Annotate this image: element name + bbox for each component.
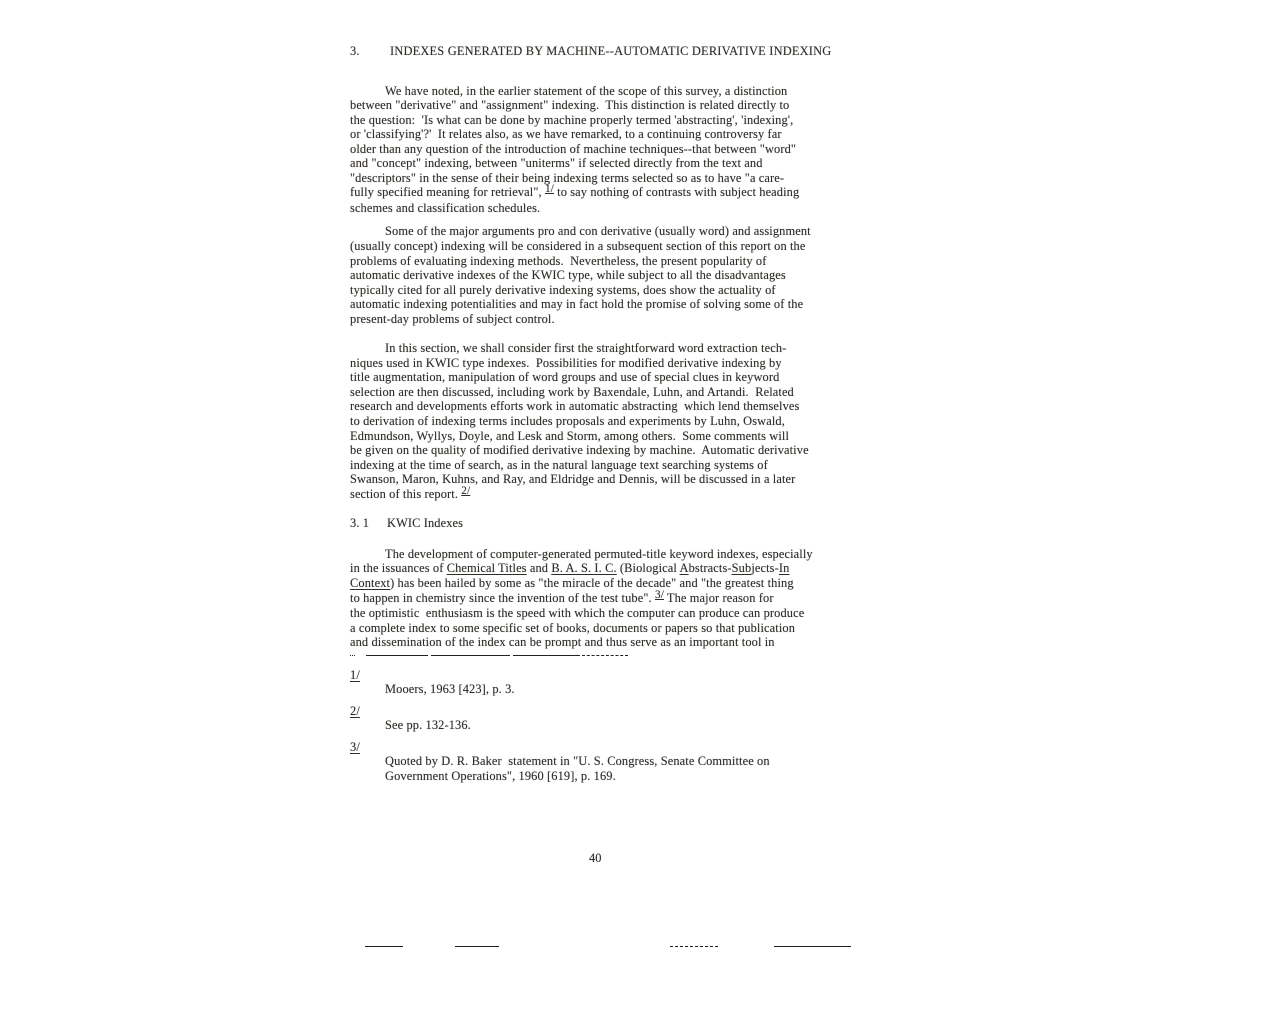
underlined-text: A <box>679 561 689 576</box>
separator-segment <box>582 655 628 656</box>
text-line <box>350 621 874 636</box>
footnote-ref: 3/ <box>654 588 664 601</box>
text-run: to derivation of indexing terms includes proposals and experiments by Luhn, Oswald, <box>350 414 785 429</box>
scan-artifact-line <box>670 946 718 947</box>
text-line <box>350 224 874 239</box>
text-run: and dissemination of the index can be prompt and thus serve as an important tool in <box>350 635 775 650</box>
text-run: selection are then discussed, including work by Baxendale, Luhn, and Artandi. Related <box>350 384 794 399</box>
section-number: 3. <box>350 44 360 58</box>
text-run: and <box>526 561 552 576</box>
text-run: or 'classifying'?' It relates also, as we have remarked, to a continuing controversy far <box>350 127 782 142</box>
subsection-title: KWIC Indexes <box>387 516 464 531</box>
paragraph <box>350 341 874 502</box>
footnote-text-line: Mooers, 1963 [423], p. 3. <box>385 682 515 697</box>
text-line <box>350 458 874 473</box>
text-run: indexing at the time of search, as in the natural language text searching systems of <box>350 457 768 472</box>
text-line <box>350 635 874 650</box>
text-run: the optimistic enthusiasm is the speed with which the computer can produce can produce <box>350 606 805 621</box>
text-line <box>350 239 874 254</box>
scan-artifact-line <box>774 946 851 947</box>
underlined-text: B. A. S. I. C. <box>551 561 617 576</box>
underlined-text: Sub <box>731 561 752 576</box>
text-run: and "concept" indexing, between "uniterms" if selected directly from the text and <box>350 156 763 171</box>
text-run: Edmundson, Wyllys, Doyle, and Lesk and Storm, among others. Some comments will <box>350 428 790 443</box>
text-run: In this section, we shall consider first the straightforward word extraction tech- <box>385 341 787 356</box>
footnote-separator <box>350 654 874 657</box>
text-run: a complete index to some specific set of books, documents or papers so that publication <box>350 620 796 635</box>
text-line <box>350 547 874 562</box>
scan-artifact-line <box>455 946 499 947</box>
paragraph <box>350 84 874 216</box>
footnote-marker <box>350 668 874 683</box>
text-line <box>350 443 874 458</box>
text-run: (Biological <box>616 561 680 576</box>
page-number: 40 <box>589 851 602 865</box>
text-run: schemes and classification schedules. <box>350 200 541 215</box>
text-line <box>350 588 874 607</box>
text-run: "descriptors" in the sense of their being indexing terms selected so as to have "a care- <box>350 170 785 185</box>
text-run: The major reason for <box>663 590 774 605</box>
text-line <box>350 156 874 171</box>
text-line <box>350 84 874 99</box>
footnote <box>350 668 874 697</box>
footnote-text-line: See pp. 132-136. <box>385 718 471 733</box>
subsection-number: 3. 1 <box>350 516 370 531</box>
text-run: The development of computer-generated permuted-title keyword indexes, especially <box>385 546 813 561</box>
text-run: between "derivative" and "assignment" indexing. This distinction is related directly to <box>350 98 790 113</box>
text-block <box>350 44 874 784</box>
paragraph <box>350 547 874 650</box>
text-run: We have noted, in the earlier statement of the scope of this survey, a distinction <box>385 83 788 98</box>
text-run: niques used in KWIC type indexes. Possibilities for modified derivative indexing by <box>350 355 782 370</box>
footnote-marker-label: 1/ <box>350 667 360 682</box>
text-run: title augmentation, manipulation of word groups and use of special clues in keyword <box>350 370 780 385</box>
footnote-ref: 2/ <box>461 484 471 497</box>
footnote-marker <box>350 740 874 755</box>
text-line <box>350 472 874 487</box>
text-line <box>350 113 874 128</box>
separator-segment <box>366 655 428 656</box>
footnote-ref: 1/ <box>544 183 554 196</box>
footnote-marker <box>350 704 874 719</box>
text-line <box>350 312 874 327</box>
text-run: older than any question of the introduction of machine techniques--that between "word" <box>350 141 797 156</box>
section-title: INDEXES GENERATED BY MACHINE--AUTOMATIC DERIVATIVE INDEXING <box>390 44 832 58</box>
footnote <box>350 740 874 784</box>
text-run: Swanson, Maron, Kuhns, and Ray, and Eldridge and Dennis, will be discussed in a later <box>350 472 796 487</box>
text-line <box>350 98 874 113</box>
subsection-heading <box>350 516 874 531</box>
text-line <box>350 561 874 576</box>
text-line <box>350 606 874 621</box>
text-line <box>350 185 874 201</box>
text-run: ) has been hailed by some as "the miracle of the decade" and "the greatest thing <box>390 575 794 590</box>
text-run: be given on the quality of modified derivative indexing by machine. Automatic derivative <box>350 443 809 458</box>
text-run: to say nothing of contrasts with subject heading <box>553 185 800 200</box>
underlined-text: Chemical Titles <box>446 561 527 576</box>
text-run: typically cited for all purely derivative indexing systems, does show the actuality of <box>350 282 776 297</box>
footnote-marker-label: 3/ <box>350 739 360 754</box>
scan-artifact-line <box>365 946 403 947</box>
separator-segment <box>350 655 355 656</box>
text-line <box>350 484 874 503</box>
text-run: Some of the major arguments pro and con derivative (usually word) and assignment <box>385 224 811 239</box>
footnote-text-line: Quoted by D. R. Baker statement in "U. S. Congress, Senate Committee on <box>385 754 770 769</box>
text-run: research and developments efforts work in automatic abstracting which lend themselves <box>350 399 800 414</box>
footnote-text-line: Government Operations", 1960 [619], p. 169. <box>385 768 616 783</box>
text-line <box>350 142 874 157</box>
separator-segment <box>513 655 580 656</box>
footnotes <box>350 668 874 784</box>
footnote <box>350 704 874 733</box>
section-heading <box>350 44 874 59</box>
text-line <box>350 356 874 371</box>
text-line <box>350 254 874 269</box>
text-line <box>350 429 874 444</box>
underlined-text: In <box>778 561 790 576</box>
footnote-marker-label: 2/ <box>350 703 360 718</box>
paragraph <box>350 224 874 326</box>
text-line <box>350 399 874 414</box>
text-line <box>350 576 874 591</box>
text-line <box>350 297 874 312</box>
text-run: jects- <box>751 561 779 576</box>
text-run: present-day problems of subject control. <box>350 311 555 326</box>
text-run: to happen in chemistry since the invention of the test tube". <box>350 590 655 605</box>
text-run: fully specified meaning for retrieval", <box>350 185 545 200</box>
underlined-text: Context <box>350 575 391 590</box>
text-line <box>350 414 874 429</box>
text-run: (usually concept) indexing will be considered in a subsequent section of this report on the <box>350 239 806 254</box>
text-line <box>350 201 874 216</box>
text-run: problems of evaluating indexing methods. Nevertheless, the present popularity of <box>350 253 767 268</box>
text-line <box>350 341 874 356</box>
text-run: section of this report. <box>350 486 462 501</box>
separator-segment <box>431 655 510 656</box>
text-run: the question: 'Is what can be done by machine properly termed 'abstracting', 'indexing', <box>350 112 794 127</box>
text-line <box>350 385 874 400</box>
text-run: automatic derivative indexes of the KWIC type, while subject to all the disadvantages <box>350 268 786 283</box>
text-run: in the issuances of <box>350 561 447 576</box>
text-line <box>350 283 874 298</box>
text-line <box>350 370 874 385</box>
text-run: bstracts- <box>688 561 732 576</box>
text-line <box>350 127 874 142</box>
text-line <box>350 171 874 186</box>
text-line <box>350 268 874 283</box>
text-run: automatic indexing potentialities and may in fact hold the promise of solving some of the <box>350 297 804 312</box>
